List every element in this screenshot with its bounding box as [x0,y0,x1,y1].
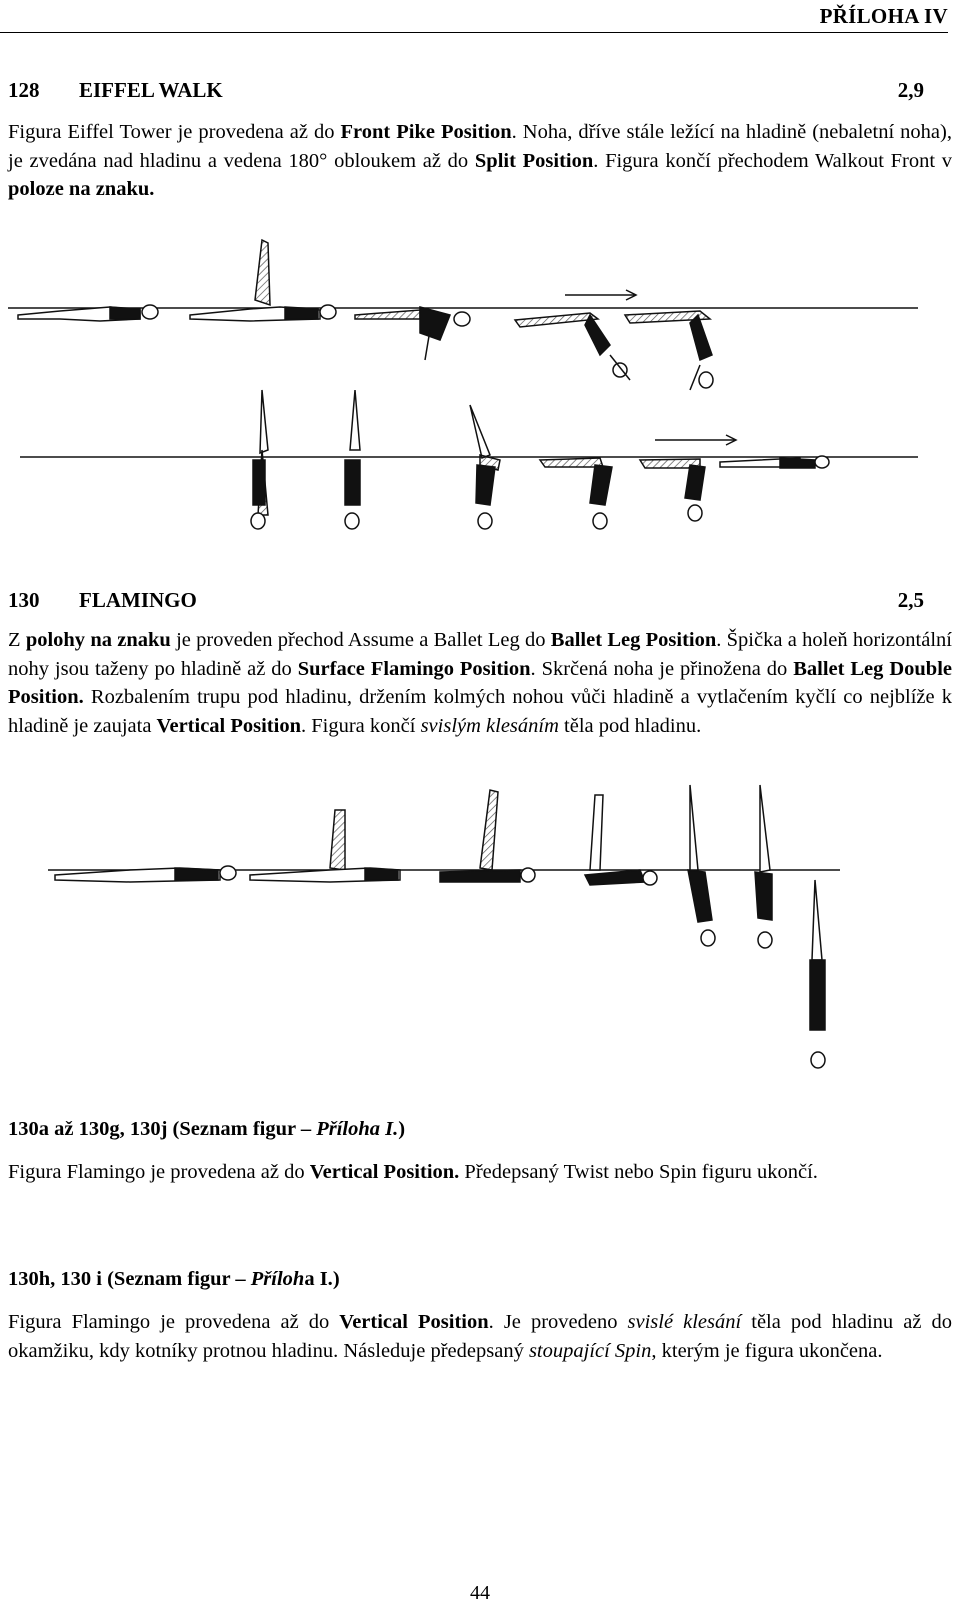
section-130-title [8,588,924,616]
page-header [0,0,948,33]
variant-130h-description: Figura Flamingo je provedena až do Vertical Position. Je provedeno svislé klesání těla pod hladinu až do okamžiku, kdy kotníky protnou hladinu. Následuje předepsaný stoupající Spin, kterým je figura ukončena. [8,1311,952,1362]
section-128-description: Figura Eiffel Tower je provedena až do Front Pike Position. Noha, dříve stále ležící na hladině (nebaletní noha), je zvedána nad hladinu a vedena 180° obloukem až do Split Position. Figura končí přechodem Walkout Front v poloze na znaku. [8,121,953,200]
swimmer-vertical-f [755,785,772,948]
swimmer-vertical-2 [345,390,360,529]
swimmer-split-2 [540,458,612,529]
flamingo-illustration [0,770,940,1100]
swimmer-back-layout-f [55,866,236,882]
direction-arrow-2 [655,435,736,445]
section-128-title [8,78,924,106]
swimmer-front-pike [355,307,470,360]
swimmer-split-3 [640,459,705,521]
figure-number: 130 [8,588,40,612]
appendix-label: PŘÍLOHA IV [819,4,948,28]
swimmer-descent [810,880,825,1068]
swimmer-unroll [688,785,715,946]
figure-number: 128 [8,78,40,102]
swimmer-ballet-leg [190,240,336,321]
swimmer-ballet-leg-f [250,810,400,882]
direction-arrow-1 [565,290,636,300]
variant-130h-title: 130h, 130 i (Seznam figur – Příloha I.) [8,1268,340,1290]
swimmer-walkout-2 [625,311,713,390]
swimmer-walkout-1 [515,313,630,380]
variant-130a-description: Figura Flamingo je provedena až do Vertical Position. Předepsaný Twist nebo Spin figuru ukončí. [8,1161,818,1183]
swimmer-back-layout-end [720,456,829,468]
eiffel-walk-illustration [0,215,940,570]
swimmer-surface-flamingo [440,790,535,882]
section-130-description: Z polohy na znaku je proveden přechod Assume a Ballet Leg do Ballet Leg Position. Špička a holeň horizontální nohy jsou taženy po hladině až do Surface Flamingo Position. Skrčená noha je přinožena do Ballet Leg Double Position. Rozbalením trupu pod hladinu, držením kolmých nohou vůči hladině a vytlačením kyčlí co nejblíže k hladině je zaujata Vertical Position. Figura končí svislým klesáním těla pod hladinu. [8,629,952,737]
difficulty-score: 2,5 [897,588,924,612]
swimmer-vertical-1 [251,390,268,529]
figure-name: FLAMINGO [79,588,197,612]
variant-130a-title: 130a až 130g, 130j (Seznam figur – Příloha I.) [8,1118,406,1140]
figure-name: EIFFEL WALK [79,78,223,102]
difficulty-score: 2,9 [897,78,924,102]
page-number: 44 [470,1582,490,1604]
swimmer-split-1 [470,405,500,529]
swimmer-ballet-leg-double [585,795,657,885]
